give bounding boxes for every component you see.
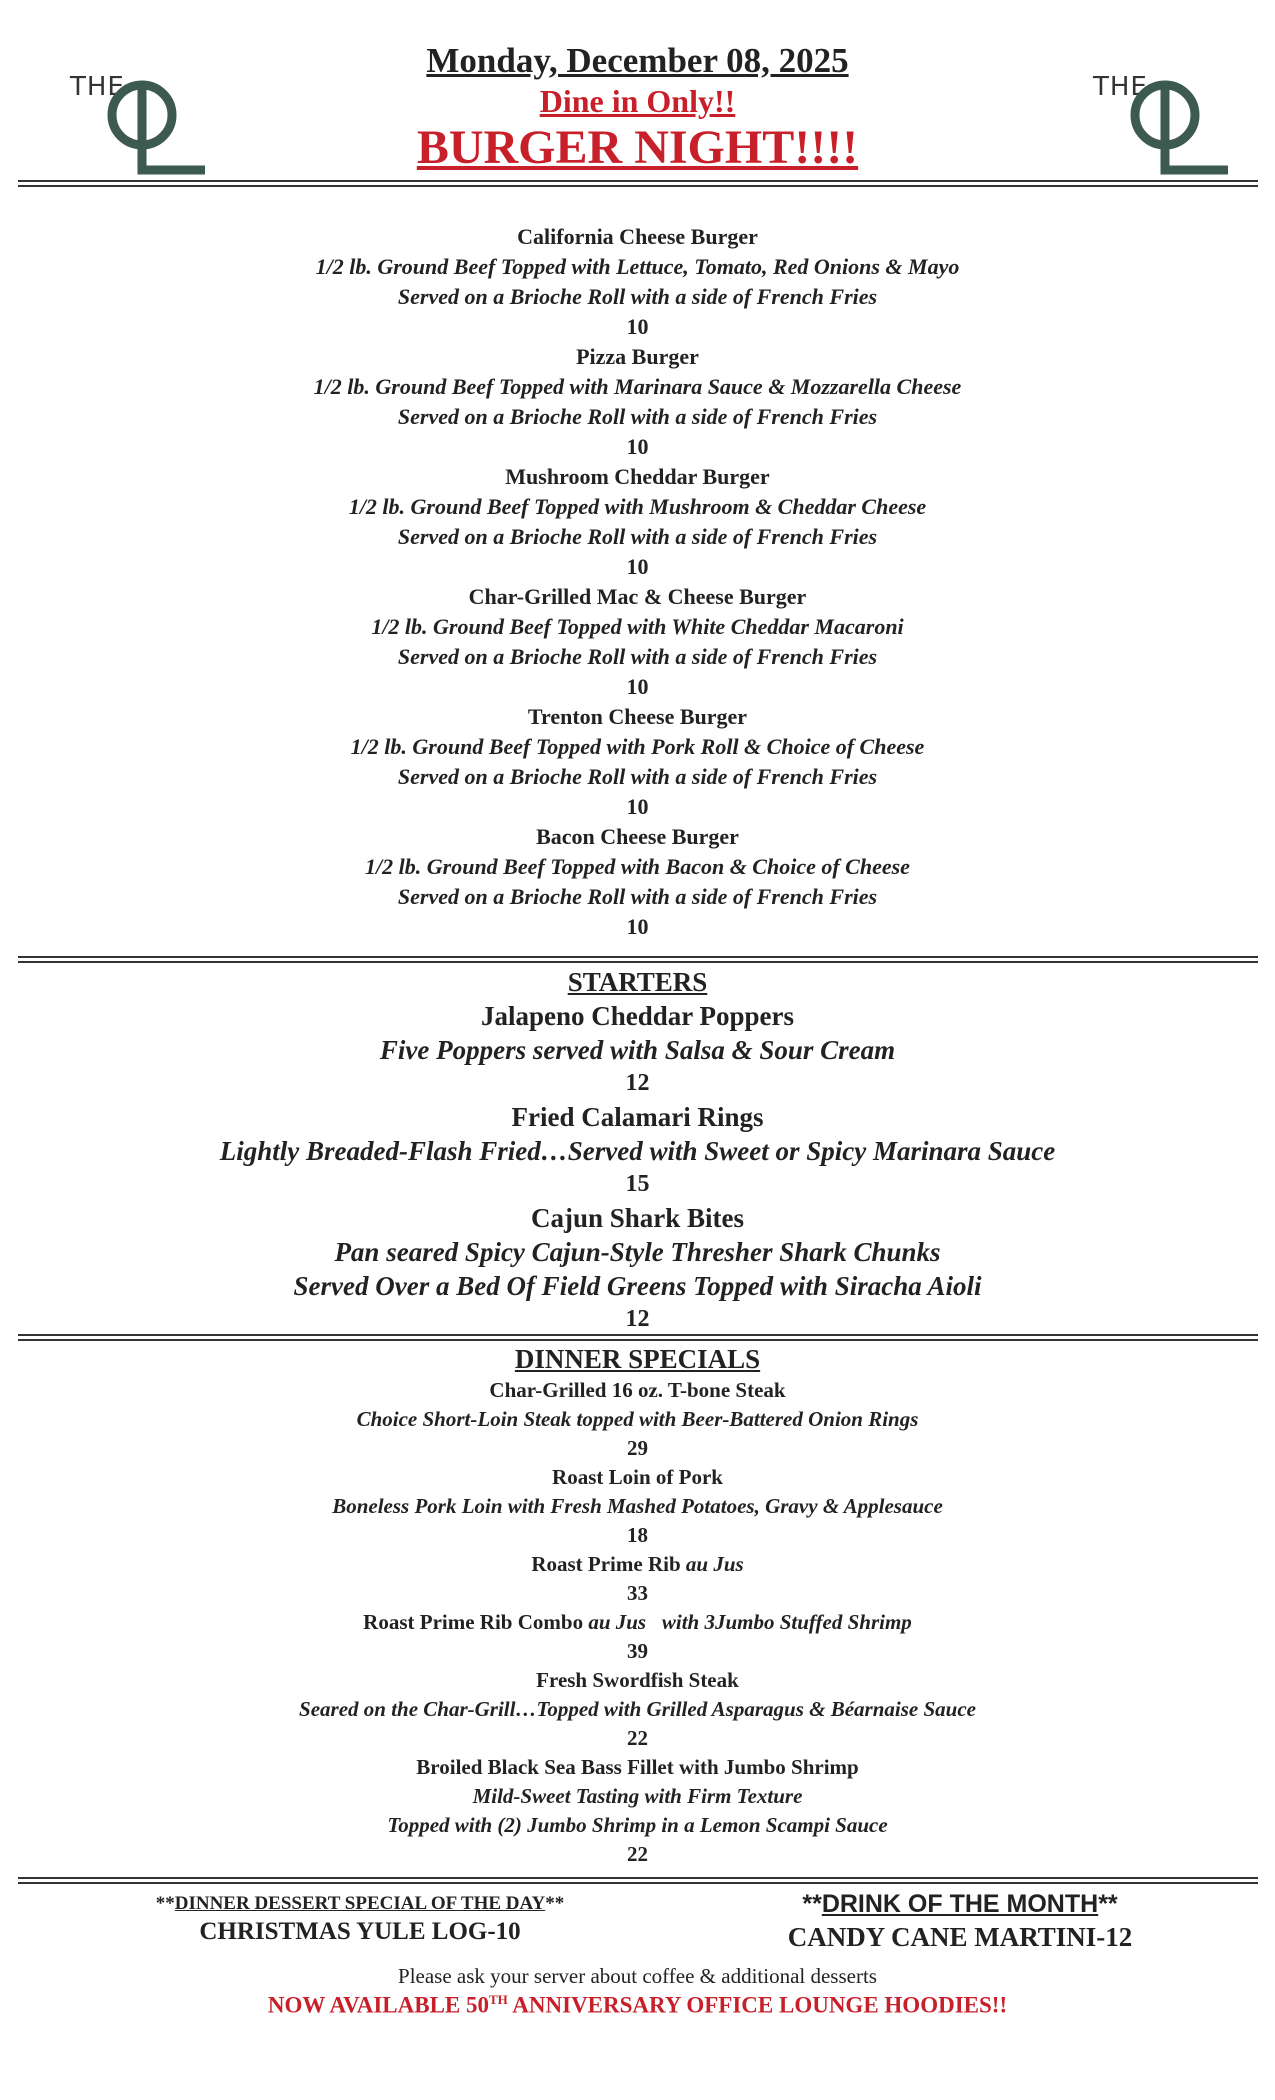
menu-item <box>0 702 1275 822</box>
item-description: 1/2 lb. Ground Beef Topped with White Cheddar Macaroni <box>371 614 904 639</box>
dessert-label-text: DINNER DESSERT SPECIAL OF THE DAY <box>174 1893 546 1914</box>
promo-banner <box>0 1992 1275 2019</box>
stars: ** <box>155 1893 175 1914</box>
item-name: Char-Grilled 16 oz. T-bone Steak <box>489 1378 786 1402</box>
promo-text: ANNIVERSARY OFFICE LOUNGE HOODIES!! <box>507 1992 1008 2018</box>
item-price: 10 <box>626 314 649 339</box>
divider <box>18 1334 1258 1341</box>
item-name: Pizza Burger <box>576 344 699 369</box>
dessert-label <box>100 1893 620 1915</box>
item-name: Trenton Cheese Burger <box>527 704 748 729</box>
menu-item <box>0 999 1275 1100</box>
item-name-text: Roast Prime Rib <box>531 1552 681 1576</box>
item-description: Served on a Brioche Roll with a side of French Fries <box>397 404 878 429</box>
menu-item <box>0 1201 1275 1336</box>
stars: ** <box>1098 1890 1118 1918</box>
item-price: 10 <box>626 434 649 459</box>
item-name: Fried Calamari Rings <box>511 1102 764 1132</box>
item-description: 1/2 lb. Ground Beef Topped with Marinara Sauce & Mozzarella Cheese <box>313 374 962 399</box>
menu-item <box>0 222 1275 342</box>
menu-item <box>0 1376 1275 1463</box>
divider <box>18 1877 1258 1884</box>
item-description: Seared on the Char-Grill…Topped with Grilled Asparagus & Béarnaise Sauce <box>299 1697 976 1721</box>
section-title: DINNER SPECIALS <box>514 1344 761 1374</box>
item-name <box>0 1550 1275 1579</box>
item-price: 22 <box>627 1726 648 1750</box>
item-description: Pan seared Spicy Cajun-Style Thresher Shark Chunks <box>334 1237 941 1267</box>
menu-item <box>0 582 1275 702</box>
item-price: 29 <box>627 1436 648 1460</box>
menu-item <box>0 1100 1275 1201</box>
item-description: 1/2 lb. Ground Beef Topped with Pork Roll & Choice of Cheese <box>350 734 925 759</box>
item-description: 1/2 lb. Ground Beef Topped with Lettuce, Tomato, Red Onions & Mayo <box>315 254 960 279</box>
item-extra: with 3Jumbo Stuffed Shrimp <box>661 1610 912 1634</box>
menu-item <box>0 822 1275 942</box>
menu-item <box>0 1666 1275 1753</box>
menu-date: Monday, December 08, 2025 <box>426 41 849 80</box>
item-name: Roast Loin of Pork <box>552 1465 723 1489</box>
item-price: 33 <box>627 1581 648 1605</box>
menu-item <box>0 1753 1275 1869</box>
logo-the-text: THE <box>70 72 125 102</box>
item-name: Char-Grilled Mac & Cheese Burger <box>468 584 807 609</box>
item-description: Topped with (2) Jumbo Shrimp in a Lemon Scampi Sauce <box>387 1813 888 1837</box>
item-description: Served on a Brioche Roll with a side of French Fries <box>397 524 878 549</box>
item-description: Served Over a Bed Of Field Greens Topped with Siracha Aioli <box>293 1271 982 1301</box>
logo-the-text: THE <box>1093 72 1148 102</box>
item-description: 1/2 lb. Ground Beef Topped with Bacon & Choice of Cheese <box>365 854 910 879</box>
item-price: 10 <box>626 794 649 819</box>
item-price: 18 <box>627 1523 648 1547</box>
item-name: Bacon Cheese Burger <box>536 824 739 849</box>
starters-section <box>0 965 1275 1336</box>
dessert-name: CHRISTMAS YULE LOG-10 <box>199 1918 521 1945</box>
item-description: Boneless Pork Loin with Fresh Mashed Potatoes, Gravy & Applesauce <box>332 1494 943 1518</box>
item-price: 10 <box>626 914 649 939</box>
theme-title: BURGER NIGHT!!!! <box>416 121 859 174</box>
section-title: STARTERS <box>567 967 708 997</box>
menu-item <box>0 1550 1275 1608</box>
item-price: 12 <box>625 1306 650 1332</box>
burger-section <box>0 222 1275 942</box>
divider <box>18 180 1258 187</box>
item-description: Lightly Breaded-Flash Fried…Served with Sweet or Spicy Marinara Sauce <box>219 1136 1056 1166</box>
item-price: 10 <box>626 554 649 579</box>
item-name: Jalapeno Cheddar Poppers <box>480 1001 795 1031</box>
item-name <box>0 1608 1275 1637</box>
divider <box>18 956 1258 963</box>
item-name: California Cheese Burger <box>517 224 758 249</box>
item-name: Fresh Swordfish Steak <box>536 1668 739 1692</box>
drink-label-text: DRINK OF THE MONTH <box>821 1890 1099 1918</box>
menu-item <box>0 1608 1275 1666</box>
menu-item <box>0 462 1275 582</box>
item-description: Choice Short-Loin Steak topped with Beer-Battered Onion Rings <box>356 1407 919 1431</box>
item-name: Broiled Black Sea Bass Fillet with Jumbo Shrimp <box>416 1755 859 1779</box>
stars: ** <box>802 1890 822 1918</box>
menu-item <box>0 1463 1275 1550</box>
menu-header <box>0 40 1275 176</box>
item-name-text: Roast Prime Rib Combo <box>363 1610 584 1634</box>
dessert-special <box>100 1893 620 1949</box>
item-price: 39 <box>627 1639 648 1663</box>
promo-text: NOW AVAILABLE 50 <box>267 1992 490 2018</box>
au-jus-text: au Jus <box>588 1610 647 1634</box>
item-description: Served on a Brioche Roll with a side of French Fries <box>397 884 878 909</box>
item-name: Cajun Shark Bites <box>530 1203 745 1233</box>
drink-label <box>730 1890 1190 1919</box>
item-description: Served on a Brioche Roll with a side of French Fries <box>397 644 878 669</box>
item-price: 22 <box>627 1842 648 1866</box>
item-description: Served on a Brioche Roll with a side of French Fries <box>397 764 878 789</box>
item-description: Mild-Sweet Tasting with Firm Texture <box>472 1784 803 1808</box>
promo-superscript: TH <box>489 1992 508 2007</box>
item-price: 10 <box>626 674 649 699</box>
dessert-note: Please ask your server about coffee & additional desserts <box>398 1964 877 1988</box>
item-price: 15 <box>625 1171 650 1197</box>
stars: ** <box>545 1893 565 1914</box>
item-name: Mushroom Cheddar Burger <box>505 464 770 489</box>
menu-item <box>0 342 1275 462</box>
drink-of-month <box>730 1890 1190 1955</box>
item-description: Five Poppers served with Salsa & Sour Cream <box>379 1035 896 1065</box>
dine-in-notice: Dine in Only!! <box>539 83 736 119</box>
item-description: Served on a Brioche Roll with a side of French Fries <box>397 284 878 309</box>
item-price: 12 <box>625 1070 650 1096</box>
item-description: 1/2 lb. Ground Beef Topped with Mushroom & Cheddar Cheese <box>348 494 927 519</box>
dinner-specials-section <box>0 1342 1275 1869</box>
drink-name: CANDY CANE MARTINI-12 <box>787 1922 1133 1952</box>
au-jus-text: au Jus <box>685 1552 744 1576</box>
